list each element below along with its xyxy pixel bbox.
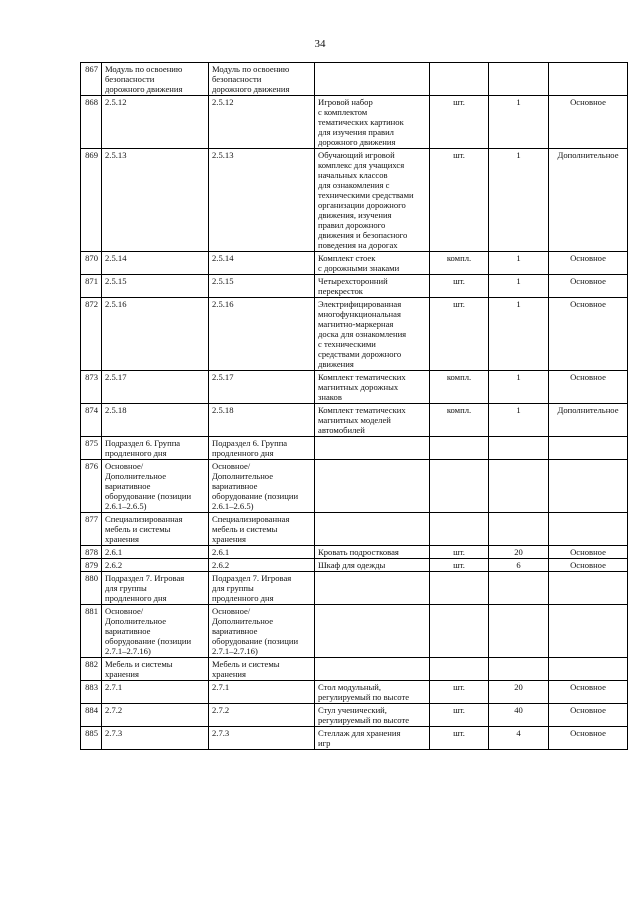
unit — [430, 605, 489, 658]
equipment-type — [549, 658, 628, 681]
table-row — [81, 437, 628, 460]
table-row — [81, 559, 628, 572]
equipment-type: Основное — [549, 559, 628, 572]
section-code: 2.7.1 — [102, 681, 209, 704]
quantity — [489, 437, 549, 460]
section-code: 2.5.13 — [102, 149, 209, 252]
equipment-type: Основное — [549, 681, 628, 704]
equipment-type: Основное — [549, 371, 628, 404]
item-name — [315, 63, 430, 96]
item-name — [315, 605, 430, 658]
table-row — [81, 63, 628, 96]
row-number: 873 — [81, 371, 102, 404]
row-number: 884 — [81, 704, 102, 727]
row-number: 874 — [81, 404, 102, 437]
unit: шт. — [430, 681, 489, 704]
table-row — [81, 704, 628, 727]
row-number: 885 — [81, 727, 102, 750]
section-code: 2.5.14 — [102, 252, 209, 275]
equipment-type — [549, 63, 628, 96]
quantity — [489, 63, 549, 96]
unit — [430, 658, 489, 681]
subsection-code: 2.5.16 — [209, 298, 315, 371]
subsection-code: Мебель и системы хранения — [209, 658, 315, 681]
subsection-code: 2.5.14 — [209, 252, 315, 275]
section-code: 2.5.15 — [102, 275, 209, 298]
equipment-type: Дополнительное — [549, 404, 628, 437]
equipment-type — [549, 513, 628, 546]
subsection-code: Модуль по освоению безопасности дорожного движения — [209, 63, 315, 96]
table-row — [81, 371, 628, 404]
equipment-type: Основное — [549, 704, 628, 727]
subsection-code: 2.5.12 — [209, 96, 315, 149]
row-number: 880 — [81, 572, 102, 605]
table-row — [81, 96, 628, 149]
subsection-code: Подраздел 7. Игровая для группы продленного дня — [209, 572, 315, 605]
row-number: 867 — [81, 63, 102, 96]
quantity — [489, 658, 549, 681]
table-row — [81, 572, 628, 605]
section-code: Подраздел 7. Игровая для группы продленного дня — [102, 572, 209, 605]
item-name: Четырехсторонний перекресток — [315, 275, 430, 298]
section-code: 2.5.16 — [102, 298, 209, 371]
unit: шт. — [430, 96, 489, 149]
item-name: Обучающий игровой комплекс для учащихся начальных классов для ознакомления с техническими средствами организации дорожного движения, изучения правил дорожного движения и безопасного поведения на дорогах — [315, 149, 430, 252]
unit — [430, 437, 489, 460]
section-code: 2.5.17 — [102, 371, 209, 404]
equipment-table — [80, 62, 628, 750]
quantity: 1 — [489, 298, 549, 371]
quantity: 40 — [489, 704, 549, 727]
unit: шт. — [430, 275, 489, 298]
row-number: 875 — [81, 437, 102, 460]
item-name: Комплект стоек с дорожными знаками — [315, 252, 430, 275]
section-code: Подраздел 6. Группа продленного дня — [102, 437, 209, 460]
subsection-code: Подраздел 6. Группа продленного дня — [209, 437, 315, 460]
table-row — [81, 149, 628, 252]
item-name: Шкаф для одежды — [315, 559, 430, 572]
quantity — [489, 572, 549, 605]
equipment-type: Дополнительное — [549, 149, 628, 252]
equipment-type: Основное — [549, 546, 628, 559]
table-row — [81, 252, 628, 275]
section-code: 2.6.1 — [102, 546, 209, 559]
row-number: 868 — [81, 96, 102, 149]
section-code: 2.7.2 — [102, 704, 209, 727]
section-code: Специализированная мебель и системы хранения — [102, 513, 209, 546]
equipment-type — [549, 437, 628, 460]
item-name: Комплект тематических магнитных моделей автомобилей — [315, 404, 430, 437]
unit: шт. — [430, 559, 489, 572]
item-name: Комплект тематических магнитных дорожных знаков — [315, 371, 430, 404]
item-name: Стеллаж для хранения игр — [315, 727, 430, 750]
section-code: 2.5.18 — [102, 404, 209, 437]
quantity: 1 — [489, 275, 549, 298]
row-number: 878 — [81, 546, 102, 559]
item-name: Стул ученический, регулируемый по высоте — [315, 704, 430, 727]
table-row — [81, 298, 628, 371]
equipment-type: Основное — [549, 727, 628, 750]
table-row — [81, 681, 628, 704]
item-name — [315, 513, 430, 546]
unit: шт. — [430, 149, 489, 252]
subsection-code: Основное/ Дополнительное вариативное оборудование (позиции 2.7.1–2.7.16) — [209, 605, 315, 658]
quantity: 1 — [489, 149, 549, 252]
quantity: 20 — [489, 681, 549, 704]
table-row — [81, 460, 628, 513]
item-name: Стол модульный, регулируемый по высоте — [315, 681, 430, 704]
section-code: 2.5.12 — [102, 96, 209, 149]
subsection-code: 2.5.15 — [209, 275, 315, 298]
quantity: 4 — [489, 727, 549, 750]
subsection-code: 2.7.2 — [209, 704, 315, 727]
item-name — [315, 437, 430, 460]
subsection-code: 2.7.1 — [209, 681, 315, 704]
quantity — [489, 513, 549, 546]
row-number: 882 — [81, 658, 102, 681]
row-number: 877 — [81, 513, 102, 546]
subsection-code: 2.5.17 — [209, 371, 315, 404]
equipment-type — [549, 572, 628, 605]
equipment-type: Основное — [549, 275, 628, 298]
quantity — [489, 460, 549, 513]
item-name: Игровой набор с комплектом тематических картинок для изучения правил дорожного движения — [315, 96, 430, 149]
equipment-type: Основное — [549, 96, 628, 149]
item-name — [315, 658, 430, 681]
unit — [430, 513, 489, 546]
quantity: 1 — [489, 404, 549, 437]
row-number: 876 — [81, 460, 102, 513]
equipment-type: Основное — [549, 252, 628, 275]
section-code: 2.6.2 — [102, 559, 209, 572]
subsection-code: Специализированная мебель и системы хранения — [209, 513, 315, 546]
section-code: 2.7.3 — [102, 727, 209, 750]
row-number: 872 — [81, 298, 102, 371]
table-row — [81, 658, 628, 681]
section-code: Основное/ Дополнительное вариативное оборудование (позиции 2.7.1–2.7.16) — [102, 605, 209, 658]
row-number: 883 — [81, 681, 102, 704]
page-number: 34 — [314, 38, 326, 50]
subsection-code: 2.6.2 — [209, 559, 315, 572]
row-number: 879 — [81, 559, 102, 572]
quantity — [489, 605, 549, 658]
unit: шт. — [430, 298, 489, 371]
subsection-code: Основное/ Дополнительное вариативное оборудование (позиции 2.6.1–2.6.5) — [209, 460, 315, 513]
table-row — [81, 727, 628, 750]
unit — [430, 63, 489, 96]
subsection-code: 2.7.3 — [209, 727, 315, 750]
unit: компл. — [430, 371, 489, 404]
item-name — [315, 572, 430, 605]
table-row — [81, 546, 628, 559]
item-name — [315, 460, 430, 513]
equipment-type — [549, 460, 628, 513]
subsection-code: 2.5.13 — [209, 149, 315, 252]
equipment-table-body — [81, 63, 628, 750]
quantity: 1 — [489, 371, 549, 404]
unit — [430, 460, 489, 513]
table-row — [81, 275, 628, 298]
section-code: Модуль по освоению безопасности дорожного движения — [102, 63, 209, 96]
subsection-code: 2.6.1 — [209, 546, 315, 559]
quantity: 1 — [489, 96, 549, 149]
section-code: Основное/ Дополнительное вариативное оборудование (позиции 2.6.1–2.6.5) — [102, 460, 209, 513]
quantity: 6 — [489, 559, 549, 572]
quantity: 20 — [489, 546, 549, 559]
unit: компл. — [430, 404, 489, 437]
section-code: Мебель и системы хранения — [102, 658, 209, 681]
unit: шт. — [430, 704, 489, 727]
unit: шт. — [430, 546, 489, 559]
quantity: 1 — [489, 252, 549, 275]
subsection-code: 2.5.18 — [209, 404, 315, 437]
table-row — [81, 605, 628, 658]
unit — [430, 572, 489, 605]
table-row — [81, 513, 628, 546]
row-number: 881 — [81, 605, 102, 658]
row-number: 869 — [81, 149, 102, 252]
unit: компл. — [430, 252, 489, 275]
equipment-type — [549, 605, 628, 658]
table-row — [81, 404, 628, 437]
row-number: 871 — [81, 275, 102, 298]
equipment-type: Основное — [549, 298, 628, 371]
item-name: Электрифицированная многофункциональная магнитно-маркерная доска для ознакомления с техническими средствами дорожного движения — [315, 298, 430, 371]
row-number: 870 — [81, 252, 102, 275]
item-name: Кровать подростковая — [315, 546, 430, 559]
unit: шт. — [430, 727, 489, 750]
